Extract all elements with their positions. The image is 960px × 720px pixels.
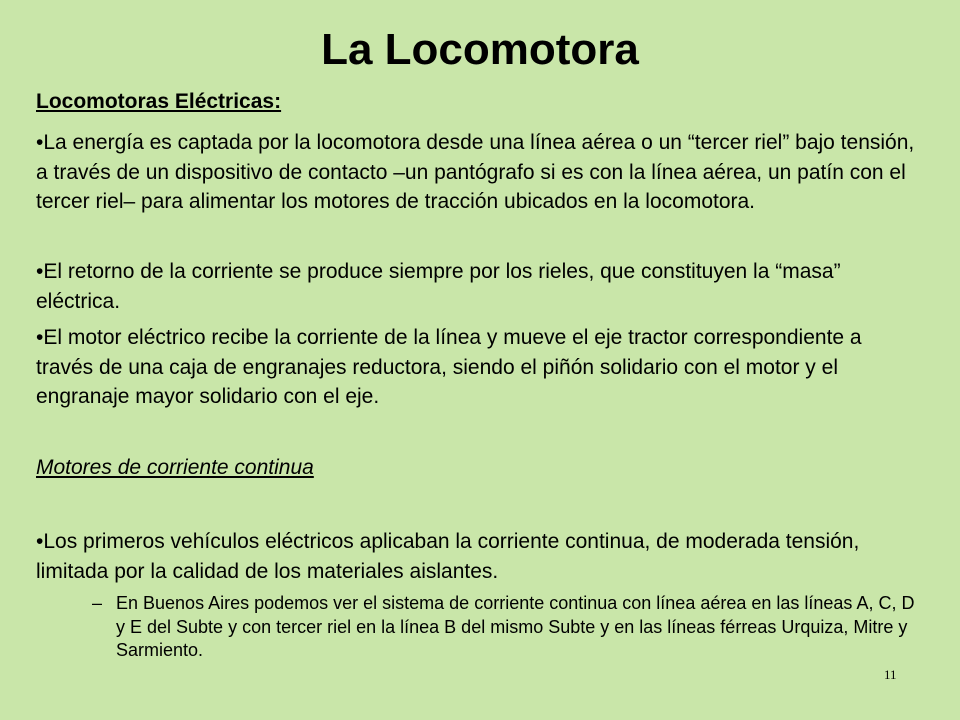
bullet-current-return: •El retorno de la corriente se produce siempre por los rieles, que constituyen la “masa” eléctrica.	[36, 260, 841, 313]
slide-subtitle: Locomotoras Eléctricas:	[36, 90, 282, 113]
bullet-direct-current: •Los primeros vehículos eléctricos aplicaban la corriente continua, de moderada tensión, limitada por la calidad de los materiales aislantes.	[36, 530, 860, 583]
page-number: 11	[884, 667, 897, 682]
slide-title: La Locomotora	[321, 25, 639, 74]
sub-bullet-buenos-aires	[92, 592, 916, 663]
sub-bullet-dash: –	[92, 593, 103, 613]
section-heading: Motores de corriente continua	[36, 456, 314, 479]
bullet-electric-motor: •El motor eléctrico recibe la corriente de la línea y mueve el eje tractor correspondiente a través de una caja de engranajes reductora, siendo el piñón solidario con el motor y el engranaje mayor solidario con el eje.	[36, 326, 862, 408]
bullet-energy-capture: •La energía es captada por la locomotora desde una línea aérea o un “tercer riel” bajo tensión, a través de un dispositivo de contacto –un pantógrafo si es con la línea aérea, un patín con el tercer riel– para alimentar los motores de tracción ubicados en la locomotora.	[36, 131, 915, 213]
sub-bullet-text: En Buenos Aires podemos ver el sistema de corriente continua con línea aérea en las líneas A, C, D y E del Subte y con tercer riel en la línea B del mismo Subte y en las líneas férreas Urquiza, Mitre y Sarmiento.	[116, 593, 915, 660]
